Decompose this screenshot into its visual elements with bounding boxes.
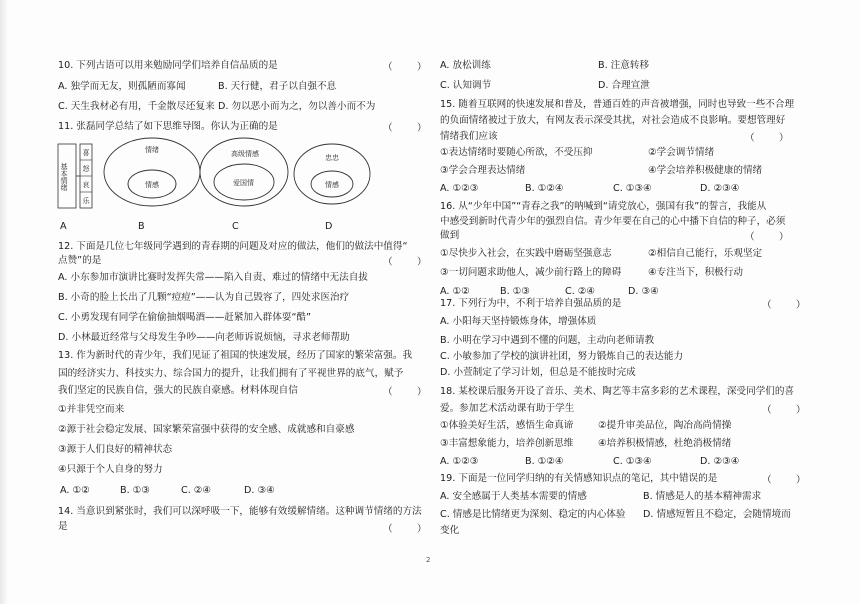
q13-option-d: D. ③④ [244, 485, 275, 496]
q19-option-b: B. 情感是人的基本精神需求 [643, 491, 762, 502]
q19-option-c: C. 情感是比情绪更为深刻、稳定的内心体验 [440, 509, 626, 520]
q14-option-a: A. 放松训练 [440, 60, 491, 71]
mindmap-a-item-2: 怒 [82, 165, 90, 173]
mindmap-c-inner: 爱国情 [233, 179, 254, 187]
mindmap-c-outer: 高级情感 [231, 150, 259, 158]
q18-statement-2: ②提升审美品位，陶冶高尚情操 [598, 420, 732, 431]
mindmap-a-item-1: 喜 [82, 149, 90, 157]
q13-stem-line1: 13. 作为新时代的青少年，我们见证了祖国的快速发展，经历了国家的繁荣富强。我 [58, 350, 413, 361]
mindmap-b [104, 138, 200, 206]
q16-option-a: A. ①② [440, 286, 470, 297]
mindmap-d-inner: 情感 [325, 181, 339, 189]
q11-label-b: B [138, 221, 145, 232]
q11-label-d: D [325, 221, 333, 232]
mindmap-a [58, 144, 92, 208]
q18-stem-line1: 18. 某校课后服务开设了音乐、美术、陶艺等丰富多彩的艺术课程，深受同学们的喜 [440, 386, 795, 397]
q18-option-d: D. ②③④ [700, 456, 740, 467]
q10-option-a: A. 独学而无友，则孤陋而寡闻 [58, 81, 186, 92]
q15-option-d: D. ②③④ [700, 183, 740, 194]
q18-statement-1: ①体验美好生活，感悟生命真谛 [440, 420, 574, 431]
q11-label-a: A [60, 221, 67, 232]
q11-mind-map [56, 134, 376, 224]
q14-stem-line2: 是 [58, 521, 68, 532]
q16-statement-3: ③一切问题求助他人，减少前行路上的障碍 [440, 267, 622, 278]
q15-statement-4: ④学会培养积极健康的情绪 [648, 165, 763, 176]
q16-answer-paren: （ ） [745, 232, 789, 243]
mindmap-c [200, 138, 288, 206]
q16-option-b: B. ①③ [500, 286, 530, 297]
q16-statement-2: ②相信自己能行，乐观坚定 [648, 248, 763, 259]
q10-option-d: D. 勿以恶小而为之，勿以善小而不为 [218, 101, 376, 112]
q16-stem-line2: 中感受到新时代青少年的强烈自信。青少年要在自己的心中播下自信的种子，必须 [440, 216, 786, 227]
q12-option-a: A. 小东参加市演讲比赛时发挥失常——陷入自责、难过的情绪中无法自拔 [58, 272, 368, 283]
q17-stem: 17. 下列行为中，不利于培养自强品质的是 [440, 298, 622, 309]
q12-option-b: B. 小奇的脸上长出了几颗“痘痘”——认为自己毁容了，四处求医治疗 [58, 292, 350, 303]
q13-option-b: B. ①③ [120, 485, 150, 496]
q14-answer-paren: （ ） [383, 524, 427, 535]
q13-answer-paren: （ ） [383, 387, 427, 398]
q17-option-b: B. 小明在学习中遇到不懂的问题，主动向老师请教 [440, 335, 655, 346]
mindmap-a-outer: 基本情绪 [60, 163, 68, 191]
q12-stem-line2: 点赞”的是 [58, 255, 102, 266]
q12-option-d: D. 小林最近经常与父母发生争吵——向老师诉说烦恼，寻求老师帮助 [58, 332, 350, 343]
q15-option-b: B. ①②④ [525, 183, 564, 194]
q13-statement-2: ②源于社会稳定发展、国家繁荣富强中获得的安全感、成就感和自豪感 [58, 424, 355, 435]
q16-option-d: D. ③④ [628, 286, 659, 297]
q17-option-c: C. 小敏参加了学校的演讲社团，努力锻炼自己的表达能力 [440, 351, 684, 362]
q15-option-c: C. ①③④ [613, 183, 652, 194]
q19-stem: 19. 下面是一位同学归纳的有关情感知识点的笔记，其中错误的是 [440, 473, 718, 484]
q18-statement-4: ④培养积极情感，杜绝消极情绪 [598, 438, 732, 449]
q13-statement-3: ③源于人们良好的精神状态 [58, 444, 173, 455]
q15-statement-3: ③学会合理表达情绪 [440, 165, 526, 176]
mindmap-a-item-4: 乐 [82, 197, 90, 205]
q15-stem-line2: 的负面情绪被过于放大，有网友表示深受其扰，对社会造成不良影响。要想管理好 [440, 115, 786, 126]
q13-option-c: C. ②④ [181, 485, 211, 496]
mindmap-b-outer: 情绪 [145, 146, 159, 154]
page-number: 2 [426, 556, 431, 564]
mindmap-d-outer: 忠忠 [325, 154, 339, 162]
q15-option-a: A. ①②③ [440, 183, 479, 194]
q11-answer-paren: （ ） [383, 123, 427, 134]
q18-statement-3: ③丰富想象能力，培养创新思维 [440, 438, 574, 449]
q18-option-b: B. ①②④ [525, 456, 564, 467]
q16-statement-1: ①尽快步入社会，在实践中磨砺坚强意志 [440, 248, 612, 259]
q15-statement-1: ①表达情绪时要随心所欲，不受压抑 [440, 147, 593, 158]
q13-statement-4: ④只源于个人自身的努力 [58, 464, 163, 475]
q18-answer-paren: （ ） [762, 405, 806, 416]
q10-option-b: B. 天行健，君子以自强不息 [218, 81, 337, 92]
q19-option-c-continued: 变化 [440, 525, 460, 536]
q17-option-d: D. 小萱制定了学习计划，但总是不能按时完成 [440, 367, 636, 378]
q15-stem-line1: 15. 随着互联网的快速发展和普及，普通百姓的声音被增强，同时也导致一些不合理 [440, 99, 795, 110]
q13-stem-line2: 国的经济实力、科技实力、综合国力的提升，让我们拥有了平视世界的底气，赋予 [58, 368, 404, 379]
q10-answer-paren: （ ） [383, 62, 427, 73]
q15-stem-line3: 情绪我们应该 [440, 131, 498, 142]
q14-option-c: C. 认知调节 [440, 80, 492, 91]
q15-answer-paren: （ ） [745, 133, 789, 144]
q18-option-a: A. ①②③ [440, 456, 479, 467]
q10-stem: 10. 下列古语可以用来勉励同学们培养自信品质的是 [58, 60, 278, 71]
q11-stem: 11. 张磊同学总结了如下思维导图。你认为正确的是 [58, 121, 278, 132]
q12-option-c: C. 小勇发现有同学在偷偷抽烟喝酒——赶紧加入群体耍“酷” [58, 312, 311, 323]
q14-stem-line1: 14. 当意识到紧张时，我们可以深呼吸一下，能够有效缓解情绪。这种调节情绪的方法 [58, 506, 422, 517]
q17-option-a: A. 小阳每天坚持锻炼身体，增强体质 [440, 316, 597, 327]
q15-statement-2: ②学会调节情绪 [648, 147, 715, 158]
q14-option-b: B. 注意转移 [598, 60, 650, 71]
q16-stem-line1: 16. 从“少年中国”“青春之我”的呐喊到“请党放心，强国有我”的誓言，我能从 [440, 201, 767, 212]
q14-option-d: D. 合理宣泄 [598, 80, 650, 91]
mindmap-a-item-3: 哀 [82, 181, 90, 189]
q19-option-d: D. 情感短暂且不稳定，会随情境而 [643, 509, 791, 520]
q16-option-c: C. ②④ [565, 286, 595, 297]
q11-label-c: C [232, 221, 239, 232]
mindmap-d [294, 144, 370, 204]
q18-option-c: C. ①③④ [613, 456, 652, 467]
mindmap-b-inner: 情感 [145, 181, 159, 189]
q17-answer-paren: （ ） [762, 300, 806, 311]
q12-stem-line1: 12. 下面是几位七年级同学遇到的青春期的问题及对应的做法，他们的做法中值得“ [58, 241, 408, 252]
scan-shadow [0, 0, 8, 604]
q16-stem-line3: 做到 [440, 230, 460, 241]
q10-option-c: C. 天生我材必有用，千金散尽还复来 [58, 101, 215, 112]
q13-stem-line3: 我们坚定的民族自信，强大的民族自豪感。材料体现自信 [58, 385, 298, 396]
q19-option-a: A. 安全感属于人类基本需要的情感 [440, 491, 587, 502]
q19-answer-paren: （ ） [762, 475, 806, 486]
q12-answer-paren: （ ） [383, 257, 427, 268]
q18-stem-line2: 爱。参加艺术活动课有助于学生 [440, 403, 575, 414]
q13-option-a: A. ①② [60, 485, 90, 496]
q16-statement-4: ④专注当下，积极行动 [648, 267, 743, 278]
q13-statement-1: ①并非凭空而来 [58, 404, 125, 415]
